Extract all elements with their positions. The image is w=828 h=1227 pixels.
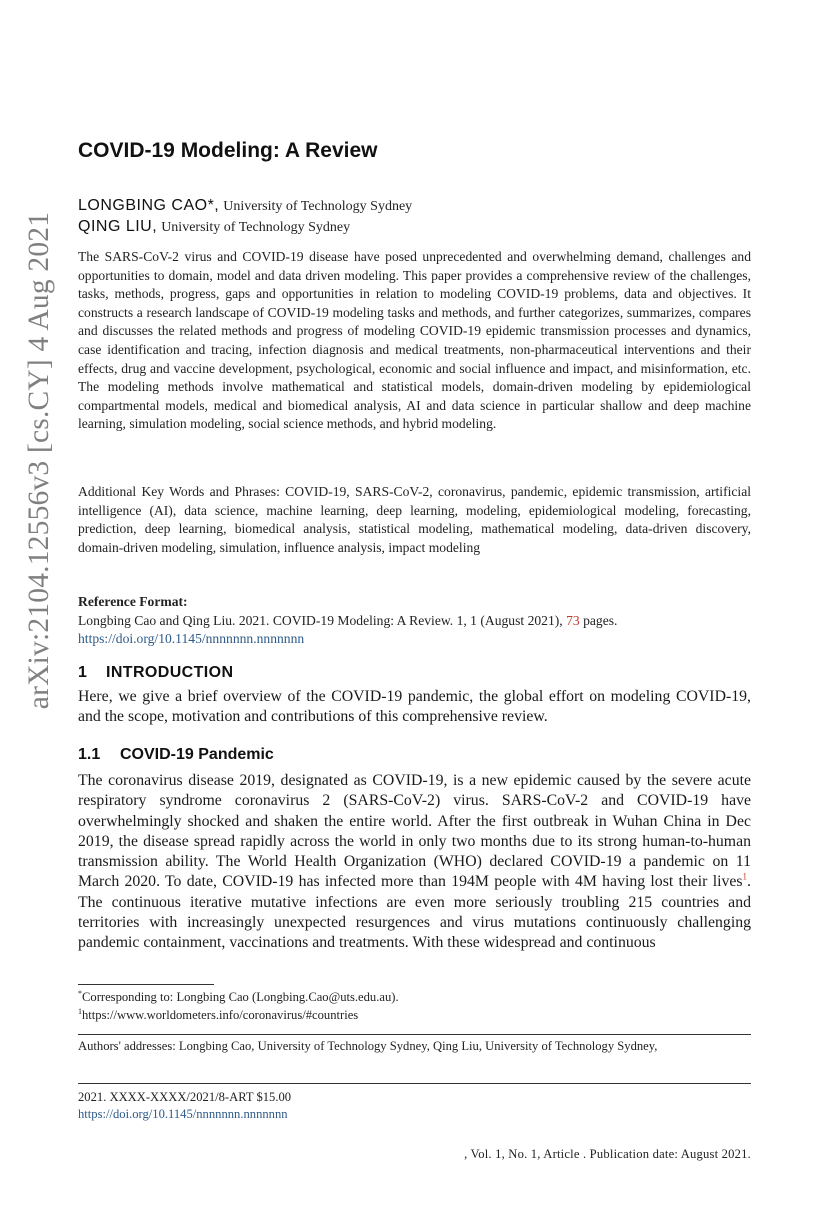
pubinfo-divider	[78, 1083, 751, 1084]
reference-doi-link[interactable]: https://doi.org/10.1145/nnnnnnn.nnnnnnn	[78, 631, 305, 647]
footnote-text: Corresponding to: Longbing Cao (Longbing.Cao@uts.edu.au).	[82, 990, 399, 1004]
arxiv-identifier: arXiv:2104.12556v3 [cs.CY] 4 Aug 2021	[23, 211, 56, 709]
publication-doi-link[interactable]: https://doi.org/10.1145/nnnnnnn.nnnnnnn	[78, 1107, 288, 1121]
author-affiliation: University of Technology Sydney	[161, 220, 351, 235]
page-count-link[interactable]: 73	[566, 612, 580, 628]
section-title: INTRODUCTION	[106, 664, 234, 681]
citation-text: Longbing Cao and Qing Liu. 2021. COVID-19 Modeling: A Review. 1, 1 (August 2021),	[78, 612, 567, 628]
subsection-number: 1.1	[78, 746, 101, 763]
author-entry	[78, 195, 751, 216]
footnote-marker-link[interactable]: 1	[742, 872, 748, 883]
reference-format	[78, 593, 751, 649]
publication-info	[78, 1089, 751, 1123]
section-heading-introduction	[78, 664, 233, 682]
keywords: Additional Key Words and Phrases: COVID-19, SARS-CoV-2, coronavirus, pandemic, epidemic transmission, artificial intelligence (AI), data science, machine learning, deep learning, modeling, epidemiological modeling, forecasting, prediction, deep learning, biomedical analysis, statistical modeling, mathematical modeling, data-driven discovery, domain-driven modeling, simulation, influence analysis, impact modeling	[78, 484, 751, 555]
author-list	[78, 195, 751, 237]
pandemic-text-part2: . The continuous iterative mutative infections are even more seriously troubling 215 countries and territories with increasingly unexpected resurgences and virus mutations continuously challenging pandemic containment, vaccinations and treatments. With these widespread and continuous	[78, 873, 751, 952]
addresses-divider	[78, 1034, 751, 1035]
footnote-item	[78, 1007, 751, 1025]
citation-suffix: pages.	[579, 612, 618, 628]
author-name: QING LIU,	[78, 218, 158, 235]
footnote-item	[78, 989, 751, 1007]
footnote-divider	[78, 984, 214, 985]
footnote-mark: *	[78, 988, 82, 998]
publication-line: 2021. XXXX-XXXX/2021/8-ART $15.00	[78, 1090, 292, 1104]
footnotes	[78, 989, 751, 1024]
abstract: The SARS-CoV-2 virus and COVID-19 disease have posed unprecedented and overwhelming demand, challenges and opportunities to domain, model and data driven modeling. This paper provides a comprehensive review of the challenges, tasks, methods, progress, gaps and opportunities in relation to modeling COVID-19 problems, data and objectives. It constructs a research landscape of COVID-19 modeling tasks and methods, and further categorizes, summarizes, compares and discusses the related methods and progress of modeling COVID-19 epidemic transmission processes and dynamics, case identification and tracing, infection diagnosis and medical treatments, non-pharmaceutical interventions and their effects, drug and vaccine development, psychological, economic and social influence and impact, and misinformation, etc. The modeling methods involve mathematical and statistical models, domain-driven modeling by epidemiological compartmental models, medical and biomedical analysis, AI and data science in particular shallow and deep machine learning, simulation modeling, social science methods, and hybrid modeling.	[78, 249, 751, 432]
introduction-paragraph: Here, we give a brief overview of the COVID-19 pandemic, the global effort on modeling COVID-19, and the scope, motivation and contributions of this comprehensive review.	[78, 688, 751, 726]
author-addresses: Authors' addresses: Longbing Cao, University of Technology Sydney, Qing Liu, University of Technology Sydney,	[78, 1039, 658, 1053]
arxiv-side-label	[10, 211, 70, 709]
footnote-url: https://www.worldometers.info/coronavirus/#countries	[82, 1007, 359, 1022]
paper-title: COVID-19 Modeling: A Review	[78, 139, 378, 162]
subsection-heading-pandemic	[78, 746, 274, 764]
footnote-mark: 1	[78, 1006, 82, 1016]
reference-citation	[78, 612, 751, 631]
reference-format-heading: Reference Format:	[78, 594, 188, 609]
page-footer: , Vol. 1, No. 1, Article . Publication date: August 2021.	[464, 1147, 751, 1161]
author-name: LONGBING CAO*,	[78, 197, 220, 214]
author-affiliation: University of Technology Sydney	[223, 199, 413, 214]
pandemic-paragraph	[78, 771, 751, 954]
pandemic-text-part1: The coronavirus disease 2019, designated as COVID-19, is a new epidemic caused by the severe acute respiratory syndrome coronavirus 2 (SARS-CoV-2) virus. SARS-CoV-2 and COVID-19 have overwhelmingly shocked and shaken the entire world. After the first outbreak in Wuhan China in Dec 2019, the disease spread rapidly across the world in only two months due to its strong human-to-human transmission ability. The World Health Organization (WHO) declared COVID-19 a pandemic on 11 March 2020. To date, COVID-19 has infected more than 194M people with 4M having lost their lives	[78, 772, 751, 891]
section-number: 1	[78, 664, 88, 681]
author-entry	[78, 216, 751, 237]
subsection-title: COVID-19 Pandemic	[120, 746, 274, 763]
